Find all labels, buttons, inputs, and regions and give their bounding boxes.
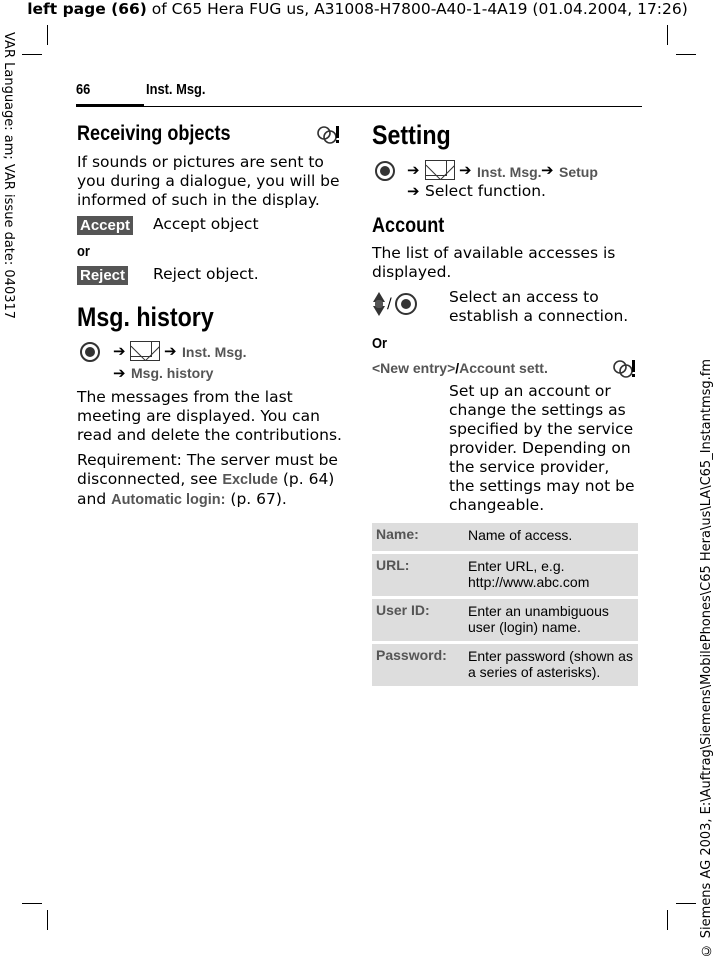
side-note-right: © Siemens AG 2003, E:\Auftrag\Siemens\MobilePhones\C65 Hera\us\LA\C65_Instantmsg.fm (699, 358, 714, 957)
new-entry-line: <New entry>/Account sett. (372, 360, 548, 376)
or-label: or (77, 243, 90, 260)
settings-table (372, 523, 638, 689)
page-title: Inst. Msg. (146, 81, 206, 98)
envelope-icon (425, 160, 455, 180)
reject-text: Reject object. (153, 265, 259, 283)
or-label: Or (372, 335, 388, 352)
menu-inst-msg: Inst. Msg. (477, 164, 542, 180)
table-value: Enter password (shown as a series of asterisks). (464, 642, 638, 687)
arrow-right-icon: ➔ (113, 364, 126, 382)
arrow-right-icon: ➔ (459, 161, 472, 179)
reject-softkey: Reject (77, 265, 128, 285)
table-key: URL: (372, 552, 464, 597)
table-key: Name: (372, 523, 464, 552)
menu-inst-msg: Inst. Msg. (182, 344, 247, 360)
setting-title: Setting (372, 120, 451, 150)
svg-text:/: / (387, 296, 392, 312)
select-access-text: Select an access to establish a connection. (449, 288, 629, 325)
envelope-icon (130, 341, 160, 361)
arrow-right-icon: ➔ (164, 342, 177, 360)
table-row (372, 552, 638, 597)
side-note-left: VAR Language: am; VAR issue date: 040317 (1, 32, 16, 320)
account-text: The list of available accesses is displayed. (372, 244, 616, 281)
menu-setup: Setup (559, 164, 598, 180)
table-key: Password: (372, 642, 464, 687)
table-row (372, 642, 638, 687)
accept-text: Accept object (153, 215, 259, 233)
nav-key-icon (375, 161, 395, 181)
history-text: The messages from the last meeting are displayed. You can read and delete the contributions. (77, 388, 342, 444)
table-value: Name of access. (464, 523, 638, 552)
msg-history-title: Msg. history (77, 302, 214, 332)
page-number: 66 (76, 81, 91, 98)
arrow-right-icon: ➔ (541, 161, 554, 179)
menu-msg-history: Msg. history (131, 365, 214, 381)
operator-dependent-icon (316, 124, 342, 146)
print-header: left page (66) of C65 Hera FUG us, A31008-H7800-A40-1-4A19 (01.04.2004, 17:26) (27, 0, 688, 18)
table-value: Enter an unambiguous user (login) name. (464, 597, 638, 642)
up-down-key-icon (372, 290, 422, 318)
table-row (372, 523, 638, 552)
header-rule (76, 106, 642, 107)
setup-text: Set up an account or change the settings as specified by the service provider. Depending on the service provider, the settings may not be changeable. (449, 382, 635, 514)
table-row (372, 597, 638, 642)
arrow-right-icon: ➔ (407, 182, 420, 200)
accept-softkey: Accept (77, 215, 133, 235)
select-function-text: Select function. (425, 182, 546, 200)
receiving-objects-title: Receiving objects (77, 122, 231, 145)
receiving-text: If sounds or pictures are sent to you during a dialogue, you will be informed of such in the display. (77, 153, 340, 209)
table-value: Enter URL, e.g. http://www.abc.com (464, 552, 638, 597)
requirement-text: Requirement: The server must be disconnected, see Exclude (p. 64) and Automatic login: (p. 67). (77, 451, 338, 508)
account-title: Account (372, 214, 445, 237)
arrow-right-icon: ➔ (113, 342, 126, 360)
nav-key-icon (80, 342, 100, 362)
table-key: User ID: (372, 597, 464, 642)
arrow-right-icon: ➔ (407, 161, 420, 179)
operator-dependent-icon (612, 358, 638, 380)
